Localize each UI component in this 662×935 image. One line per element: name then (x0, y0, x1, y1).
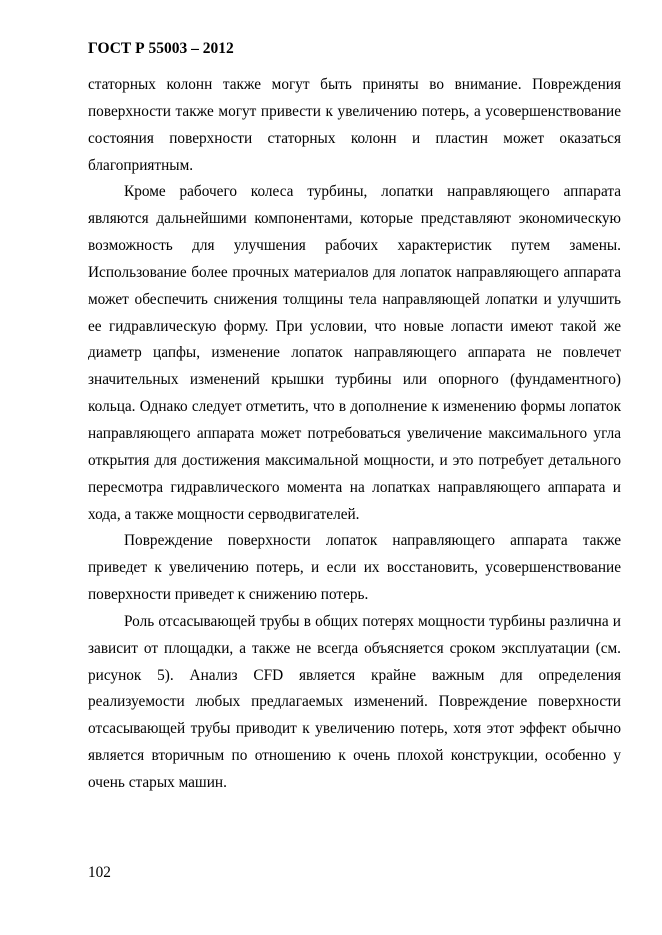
paragraph-draft-tube: Роль отсасывающей трубы в общих потерях мощности турбины различна и зависит от площадки, а также не всегда объясняется сроком эксплуатации (см. рисунок 5). Анализ CFD является крайне важным для определения реализуемости любых предлагаемых изменений. Повреждение поверхности отсасывающей трубы приводит к увеличению потерь, хотя этот эффект обычно является вторичным по отношению к очень плохой конструкции, особенно у очень старых машин. (88, 612, 621, 791)
paragraph-guide-vane-surface: Повреждение поверхности лопаток направляющего аппарата также приведет к увеличению потерь, и если их восстановить, усовершенствование поверхности приведет к снижению потерь. (88, 532, 621, 604)
paragraph-guide-vanes: Кроме рабочего колеса турбины, лопатки направляющего аппарата являются дальнейшими компонентами, которые представляют экономическую возможность для улучшения рабочих характеристик путем замены. Использование более прочных материалов для лопаток направляющего аппарата может обеспечить снижения толщины тела направляющей лопатки и улучшить ее гидравлическую форму. При условии, что новые лопасти имеют такой же диаметр цапфы, изменение лопаток направляющего аппарата не повлечет значительных изменений крышки турбины или опорного (фундаментного) кольца. Однако следует отметить, что в дополнение к изменению формы лопаток направляющего аппарата может потребоваться увеличение максимального угла открытия для достижения максимальной мощности, и это потребует детального пересмотра гидравлического момента на лопатках направляющего аппарата и хода, а также мощности серводвигателей. (88, 183, 621, 523)
paragraph-continuation: статорных колонн также могут быть приняты во внимание. Повреждения поверхности также могут привести к увеличению потерь, а усовершенствование состояния поверхности статорных колонн и пластин может оказаться благоприятным. (88, 76, 621, 174)
document-code-header: ГОСТ Р 55003 – 2012 (88, 40, 234, 57)
page-number: 102 (88, 864, 111, 881)
body-text (88, 72, 621, 797)
